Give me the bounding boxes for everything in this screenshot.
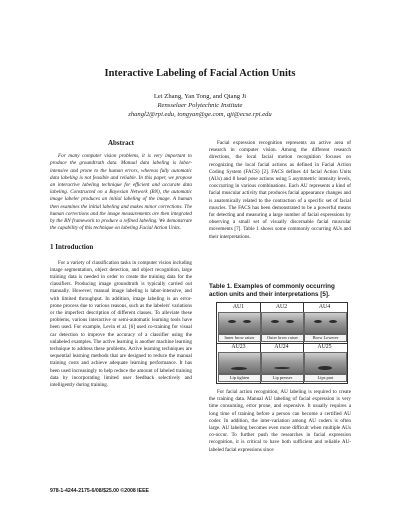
au-label: Outer brow raiser xyxy=(261,334,304,342)
au-label: Inner brow raiser xyxy=(218,334,261,342)
right-paragraph-1: Facial expression recognition represents an active area of research in computer vision. Among the different research directions, the local facial motion recognition focuses on recognizing the local facial actions as defined in Facial Action Coding System (FACS) [2]. FACS defines 44 facial Action Units (AUs) and 8 head pose actions using 5 asymmetric intensity levels, cooccurring in various combinations. Each AU represents a kind of facial muscular activity that produces facial appearance changes and is anatomically related to the contraction of a specific set of facial muscles. The FACS has been demonstrated to be a powerful means for detecting and measuring a large number of facial expressions by observing a small set of visually discernable facial muscular movements [7]. Table 1 shows some commonly occurring AUs and their interpretations. xyxy=(209,140,351,240)
au-heading: AU4 xyxy=(318,304,331,310)
au-label: Lips part xyxy=(304,374,347,382)
face-image xyxy=(304,312,347,334)
au-heading: AU2 xyxy=(275,304,288,310)
face-image xyxy=(261,312,304,334)
au-table xyxy=(216,302,348,384)
abstract-heading: Abstract xyxy=(107,139,135,147)
au-heading: AU23 xyxy=(231,344,246,350)
introduction-text: For a variety of classification tasks in computer vision including image segmentation, object detection, and object recognition, large training data is needed in order to create the training data for the classifiers. Producing image groundtruth is typically carried out manually. However, manual image labeling is labor-intensive, and with limited throughput. In addition, image labeling is an error-prone process due to various reasons, such as the labelers' variations or the imperfect description of different classes. To alleviate these problems, various interactive or semi-automatic learning tools have been used. For example, Levin et al. [6] used co-training for visual car detection to improve the accuracy of a classifier using the unlabeled examples. The active learning is another machine learning technique to address these problems. Active learning techniques are sequential learning methods that are designed to reduce the manual training costs and achieve adequate learning performance. It has been used increasingly to help reduce the amount of labeled training data by incorporating limited user feedback selectively and intelligently during training. xyxy=(50,259,192,389)
author-emails: zhangl2@rpi.edu, tongyan@ge.com, qji@ecse.rpi.edu xyxy=(128,111,272,118)
au-heading: AU1 xyxy=(232,304,245,310)
abstract-text: For many computer vision problems, it is very important to produce the groundtruth data. Manual data labeling is labor-intensive and prone to the human errors, whereas fully automatic data labeling is not feasible and reliable. In this paper, we propose an interactive labeling technique for efficient and accurate data labeling. Constructed on a Bayesian Network (BN), the automatic image labeler produces an initial labeling of the image. A human then examines the initial labeling and makes minor corrections. The human corrections and the image measurements are then integrated by the BN framework to produce a refined labeling. We demonstrate the capability of this technique on labeling Facial Action Units. xyxy=(50,153,192,232)
au-heading: AU24 xyxy=(274,344,289,350)
table-caption: Table 1. Examples of commonly occurring action units and their interpretations [5]. xyxy=(209,283,335,298)
right-column-bottom xyxy=(209,389,351,454)
introduction-heading: 1 Introduction xyxy=(50,243,94,252)
author-block xyxy=(0,92,400,119)
author-names: Lei Zhang, Yan Tong, and Qiang Ji xyxy=(153,93,247,100)
face-image xyxy=(218,312,261,334)
paper-title: Interactive Labeling of Facial Action Units xyxy=(104,68,296,79)
au-label: Brow Lowerer xyxy=(304,334,347,342)
face-image xyxy=(261,352,304,374)
right-column-top xyxy=(209,140,351,241)
au-heading: AU25 xyxy=(317,344,332,350)
left-column xyxy=(50,140,192,389)
face-image xyxy=(304,352,347,374)
copyright-footer: 978-1-4244-2175-6/08/$25.00 ©2008 IEEE xyxy=(50,488,150,494)
right-paragraph-2: For facial action recognition, AU labeling is required to create the training data. Manual AU labeling of facial expression is very time consuming, error prone, and expensive. It usually requires a long time of training before a person can become a certified AU coder. In addition, the inter-variation among AU coders is often large. AU labeling becomes even more difficult when multiple AUs co-occur. To further push the researches in facial expression recognition, it is critical to have both sufficient and reliable AU-labeled facial expressions since xyxy=(209,389,351,453)
affiliation: Rensselaer Polytechnic Institute xyxy=(157,102,243,109)
face-image xyxy=(218,352,261,374)
au-label: Lip presser xyxy=(261,374,304,382)
au-label: Lip tighten xyxy=(218,374,261,382)
